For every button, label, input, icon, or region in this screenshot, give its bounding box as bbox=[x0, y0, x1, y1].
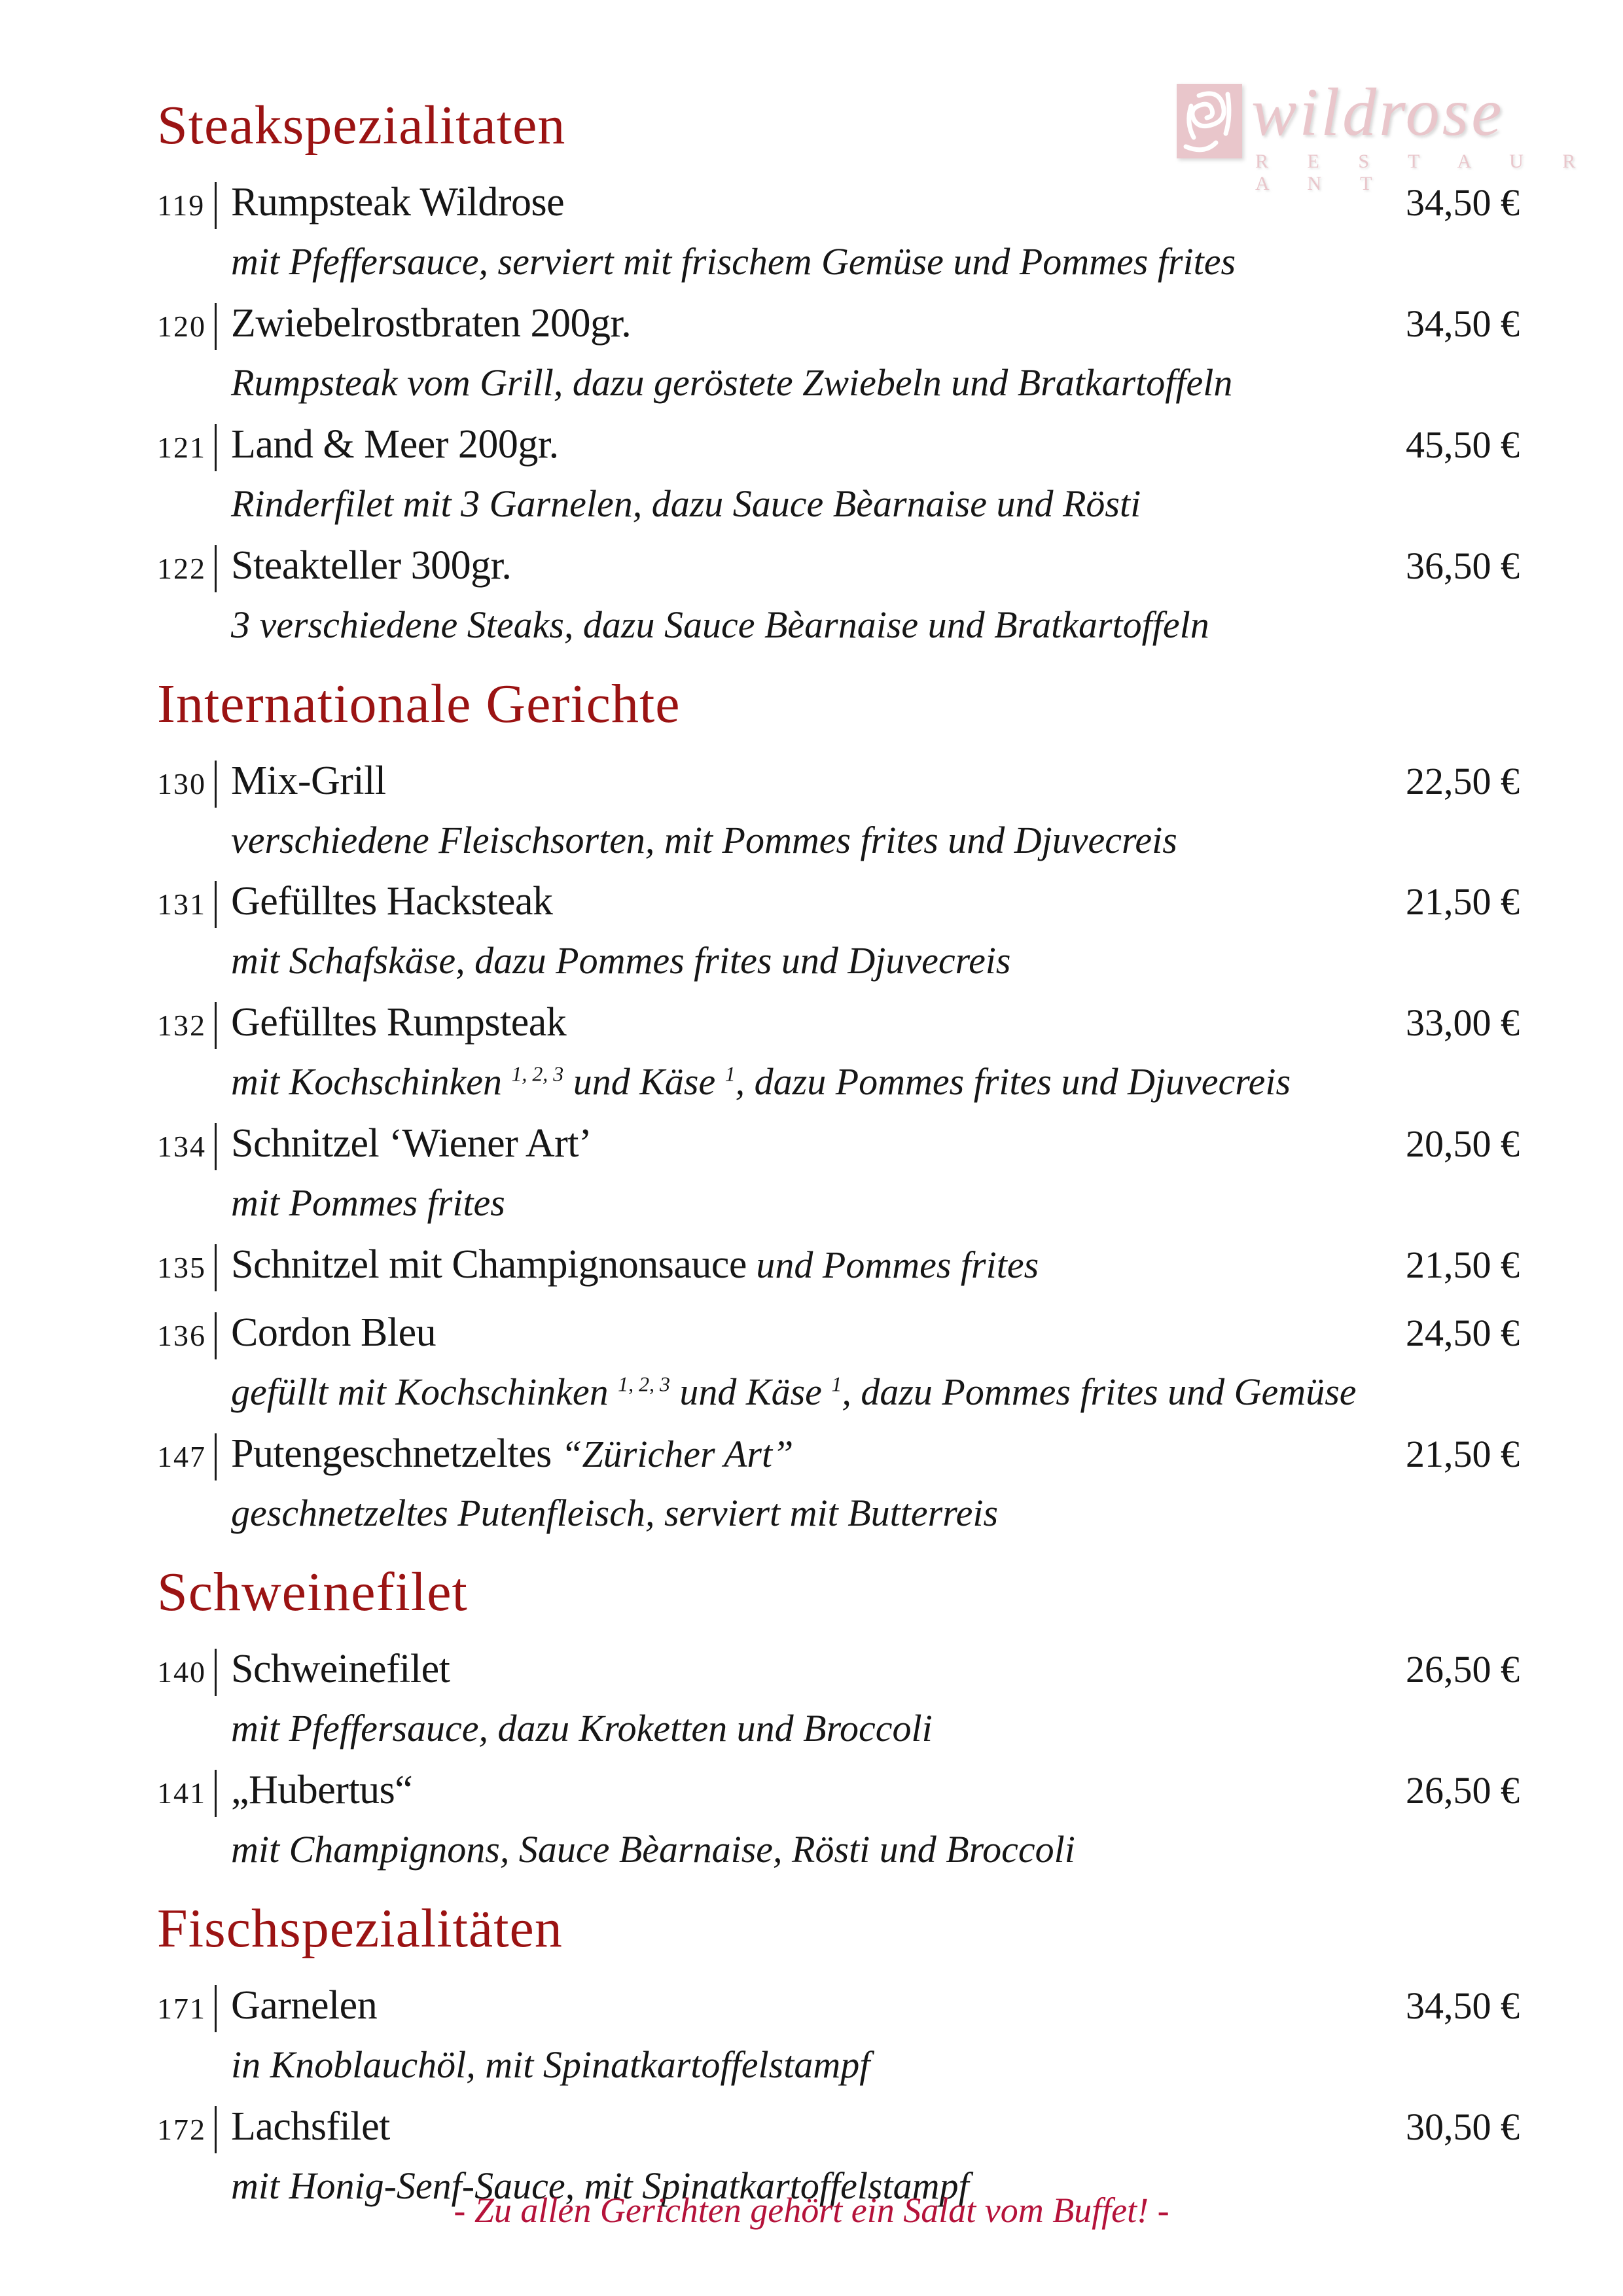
item-name: Mix-Grill bbox=[231, 758, 386, 803]
item-row bbox=[157, 1312, 1520, 1359]
item-number: 140 bbox=[157, 1655, 206, 1689]
menu-item bbox=[157, 1244, 1520, 1291]
item-number: 120 bbox=[157, 309, 206, 343]
menu-item bbox=[157, 758, 1520, 861]
item-price: 22,50 € bbox=[1406, 759, 1520, 802]
menu-item bbox=[157, 300, 1520, 404]
item-divider bbox=[215, 1985, 217, 2032]
menu-section bbox=[157, 95, 1520, 646]
item-price: 21,50 € bbox=[1406, 1244, 1520, 1287]
item-divider bbox=[215, 761, 217, 808]
item-name: Putengeschnetzeltes bbox=[231, 1431, 552, 1477]
logo-wordmark: wildrose bbox=[1251, 75, 1505, 150]
item-description: geschnetzeltes Putenfleisch, serviert mit Butterreis bbox=[231, 1492, 999, 1535]
item-description: mit Kochschinken $^{1, 2, 3}$ und Käse $^1$, dazu Pommes frites und Djuvecreis bbox=[231, 1060, 1291, 1103]
item-description: Rinderfilet mit 3 Garnelen, dazu Sauce Bèarnaise und Rösti bbox=[231, 482, 1141, 525]
item-name: Land & Meer 200gr. bbox=[231, 422, 559, 467]
menu-section bbox=[157, 673, 1520, 1535]
item-divider bbox=[215, 881, 217, 928]
item-number: 130 bbox=[157, 766, 206, 800]
item-price: 30,50 € bbox=[1406, 2105, 1520, 2148]
item-divider bbox=[215, 1244, 217, 1291]
item-divider bbox=[215, 1649, 217, 1696]
item-price: 36,50 € bbox=[1406, 544, 1520, 587]
item-name: Gefülltes Hacksteak bbox=[231, 879, 553, 924]
menu-section bbox=[157, 1897, 1520, 2207]
item-divider bbox=[215, 1123, 217, 1170]
item-number: 171 bbox=[157, 1991, 206, 2025]
item-name: Cordon Bleu bbox=[231, 1310, 437, 1355]
item-row bbox=[157, 1767, 1520, 1817]
section-title: Steakspezialitaten bbox=[157, 95, 566, 156]
item-price: 34,50 € bbox=[1406, 1984, 1520, 2027]
item-row bbox=[157, 1646, 1520, 1696]
item-divider bbox=[215, 1002, 217, 1049]
item-description: 3 verschiedene Steaks, dazu Sauce Bèarnaise und Bratkartoffeln bbox=[231, 603, 1209, 646]
item-price: 33,00 € bbox=[1406, 1001, 1520, 1045]
item-row bbox=[157, 182, 1520, 229]
menu-item bbox=[157, 545, 1520, 645]
item-number: 132 bbox=[157, 1009, 206, 1043]
item-description: gefüllt mit Kochschinken $^{1, 2, 3}$ und Käse $^1$, dazu Pommes frites und Gemüse bbox=[231, 1371, 1357, 1414]
item-number: 131 bbox=[157, 888, 206, 922]
item-number: 172 bbox=[157, 2112, 206, 2146]
menu-item bbox=[157, 1123, 1520, 1223]
item-divider bbox=[215, 424, 217, 471]
section-title: Fischspezialitäten bbox=[157, 1897, 563, 1959]
item-name: Rumpsteak Wildrose bbox=[231, 180, 565, 224]
item-row bbox=[157, 1433, 1520, 1480]
item-description: in Knoblauchöl, mit Spinatkartoffelstampf bbox=[231, 2043, 870, 2086]
menu-section bbox=[157, 1561, 1520, 1871]
item-name: Steakteller 300gr. bbox=[231, 543, 512, 588]
item-number: 119 bbox=[157, 188, 205, 222]
item-name: Schnitzel ‘Wiener Art’ bbox=[231, 1121, 592, 1166]
item-divider bbox=[215, 1312, 217, 1359]
menu-item bbox=[157, 1982, 1520, 2086]
item-price: 21,50 € bbox=[1406, 880, 1520, 924]
item-row bbox=[157, 545, 1520, 592]
footer-note: - Zu allen Gerichten gehört ein Salat vom Buffet! - bbox=[454, 2191, 1169, 2230]
item-description: mit Pfeffersauce, serviert mit frischem Gemüse und Pommes frites bbox=[231, 240, 1236, 283]
item-divider bbox=[215, 303, 217, 350]
item-description: verschiedene Fleischsorten, mit Pommes frites und Djuvecreis bbox=[231, 818, 1177, 861]
menu-item bbox=[157, 1767, 1520, 1871]
item-price: 34,50 € bbox=[1406, 181, 1520, 224]
item-number: 135 bbox=[157, 1251, 206, 1285]
item-description: mit Pfeffersauce, dazu Kroketten und Broccoli bbox=[231, 1706, 933, 1749]
item-row bbox=[157, 1123, 1520, 1170]
item-name: „Hubertus“ bbox=[231, 1767, 413, 1812]
item-price: 21,50 € bbox=[1406, 1433, 1520, 1476]
item-row bbox=[157, 758, 1520, 808]
item-number: 147 bbox=[157, 1440, 206, 1474]
item-name: Schnitzel mit Champignonsauce bbox=[231, 1242, 747, 1287]
menu-item bbox=[157, 1646, 1520, 1749]
item-number: 136 bbox=[157, 1319, 206, 1353]
item-name: Schweinefilet bbox=[231, 1646, 450, 1691]
item-number: 134 bbox=[157, 1130, 206, 1164]
item-name: Zwiebelrostbraten 200gr. bbox=[231, 300, 632, 346]
item-divider bbox=[215, 1770, 217, 1817]
item-divider bbox=[215, 1433, 217, 1480]
item-number: 122 bbox=[157, 551, 206, 585]
item-number: 141 bbox=[157, 1776, 206, 1810]
item-row bbox=[157, 424, 1520, 471]
item-price: 34,50 € bbox=[1406, 302, 1520, 345]
menu-item bbox=[157, 1312, 1520, 1412]
logo-subtitle: R E S T A U R A N T bbox=[1255, 151, 1593, 195]
menu-item bbox=[157, 881, 1520, 981]
item-name: Lachsfilet bbox=[231, 2104, 390, 2149]
item-description: mit Honig-Senf-Sauce, mit Spinatkartoffelstampf bbox=[231, 2164, 969, 2207]
item-description: Rumpsteak vom Grill, dazu geröstete Zwiebeln und Bratkartoffeln bbox=[231, 361, 1233, 404]
section-title: Schweinefilet bbox=[157, 1561, 468, 1623]
item-name: Garnelen bbox=[231, 1982, 378, 2028]
item-row bbox=[157, 300, 1520, 350]
item-number: 121 bbox=[157, 430, 206, 464]
item-name-suffix: und Pommes frites bbox=[746, 1244, 1039, 1287]
item-divider bbox=[215, 2106, 217, 2153]
item-row bbox=[157, 2106, 1520, 2153]
item-row bbox=[157, 1982, 1520, 2032]
item-price: 20,50 € bbox=[1406, 1122, 1520, 1166]
menu-item bbox=[157, 1433, 1520, 1534]
item-row bbox=[157, 1002, 1520, 1049]
item-price: 26,50 € bbox=[1406, 1768, 1520, 1812]
menu-content bbox=[157, 95, 1520, 2227]
item-row bbox=[157, 881, 1520, 928]
item-name-suffix: “Züricher Art” bbox=[551, 1433, 794, 1476]
item-description: mit Pommes frites bbox=[231, 1181, 505, 1225]
menu-item bbox=[157, 1002, 1520, 1102]
item-description: mit Champignons, Sauce Bèarnaise, Rösti und Broccoli bbox=[231, 1827, 1075, 1871]
item-divider bbox=[215, 182, 217, 229]
item-name: Gefülltes Rumpsteak bbox=[231, 1000, 567, 1045]
menu-item bbox=[157, 424, 1520, 524]
item-divider bbox=[215, 545, 217, 592]
item-price: 26,50 € bbox=[1406, 1647, 1520, 1691]
item-price: 45,50 € bbox=[1406, 423, 1520, 466]
menu-item bbox=[157, 182, 1520, 282]
item-description: mit Schafskäse, dazu Pommes frites und Djuvecreis bbox=[231, 939, 1011, 982]
section-title: Internationale Gerichte bbox=[157, 673, 681, 734]
item-row bbox=[157, 1244, 1520, 1291]
item-price: 24,50 € bbox=[1406, 1312, 1520, 1355]
